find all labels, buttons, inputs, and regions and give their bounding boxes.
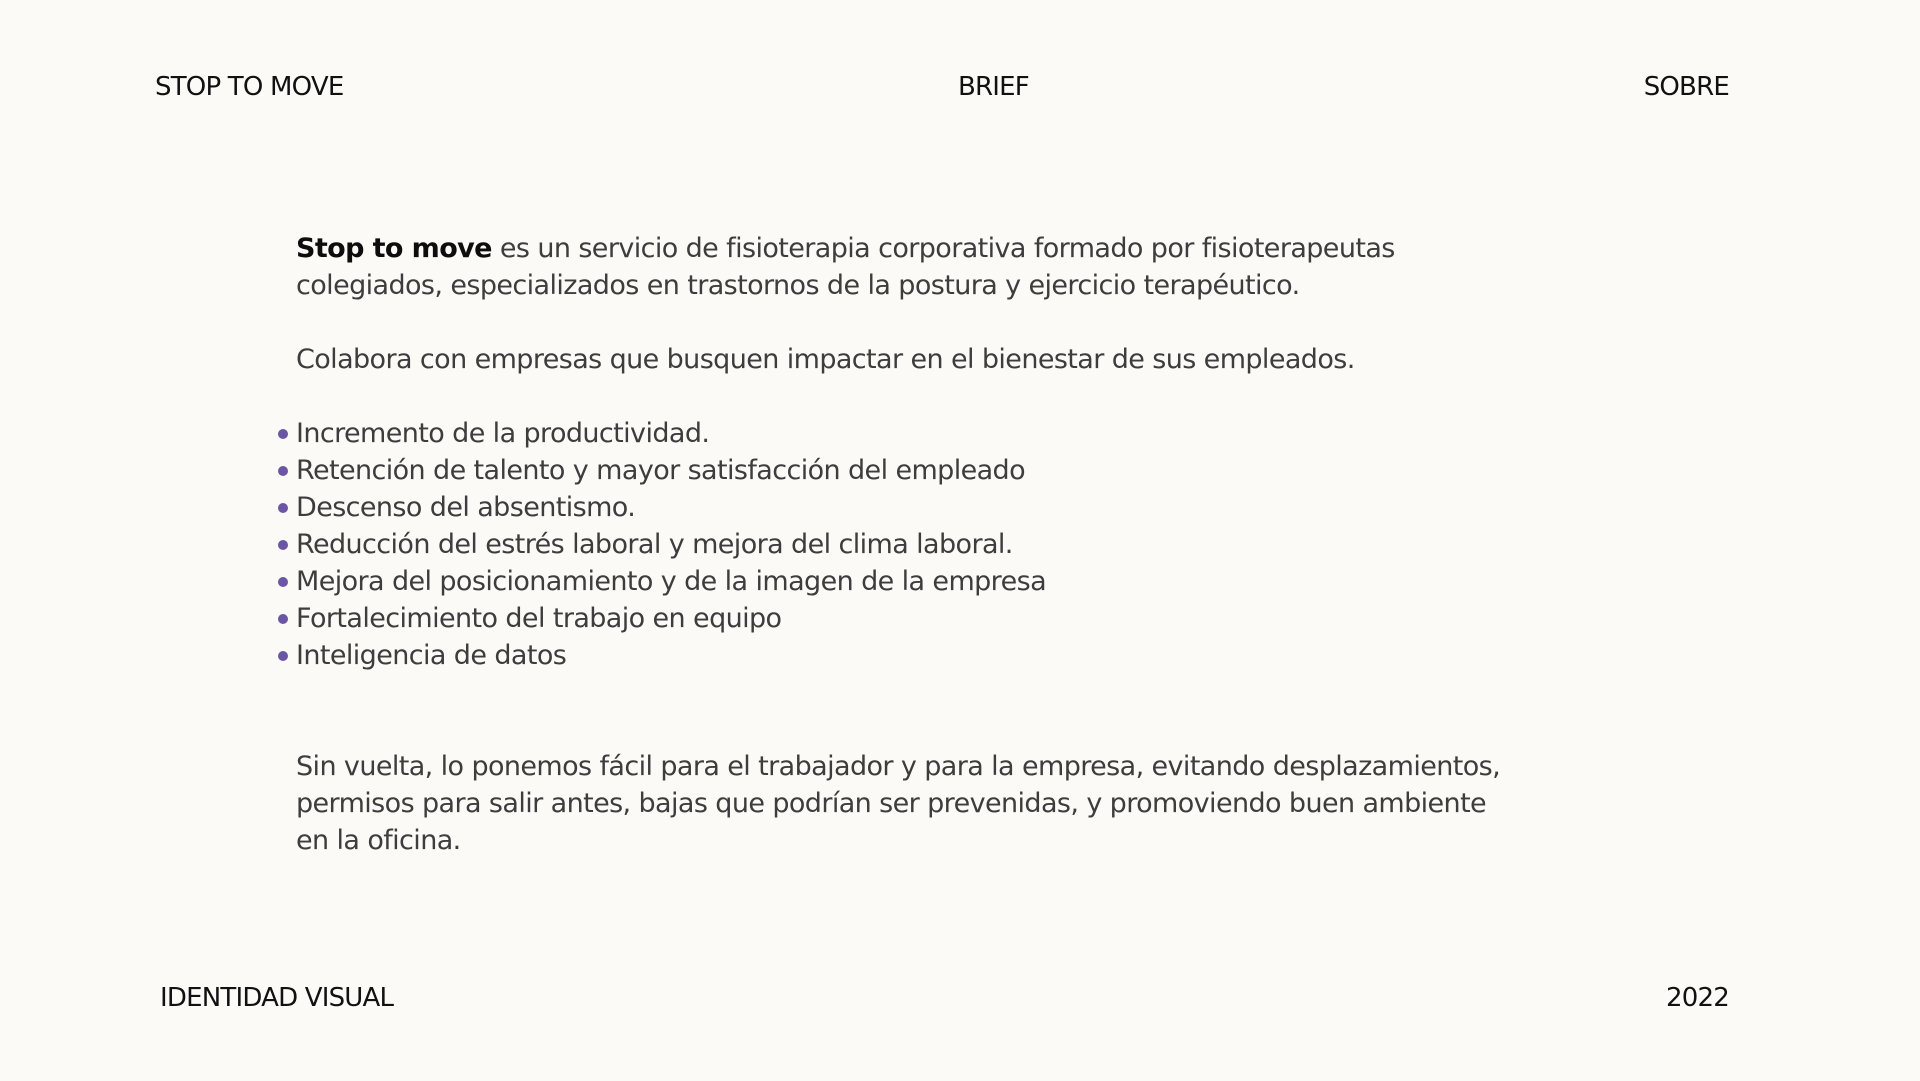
project-title: STOP TO MOVE (155, 72, 344, 102)
intro-text-line-2: colegiados, especializados en trastornos de la postura y ejercicio terapéutico. (296, 270, 1300, 301)
section-title: BRIEF (958, 72, 1029, 102)
list-item (296, 415, 1686, 452)
bullet-dot-icon (278, 614, 288, 624)
benefits-list (296, 415, 1686, 674)
closing-line-2: permisos para salir antes, bajas que podrían ser prevenidas, y promoviendo buen ambiente (296, 788, 1487, 819)
closing-line-3: en la oficina. (296, 825, 461, 856)
list-item (296, 452, 1686, 489)
benefit-text: Fortalecimiento del trabajo en equipo (296, 603, 782, 634)
bullet-dot-icon (278, 503, 288, 513)
footer-category: IDENTIDAD VISUAL (160, 983, 394, 1013)
bullet-dot-icon (278, 651, 288, 661)
brief-content (296, 230, 1686, 859)
intro-paragraph (296, 230, 1686, 304)
bullet-dot-icon (278, 429, 288, 439)
benefit-text: Descenso del absentismo. (296, 492, 636, 523)
list-item (296, 637, 1686, 674)
list-item (296, 489, 1686, 526)
collaboration-paragraph: Colabora con empresas que busquen impactar en el bienestar de sus empleados. (296, 344, 1355, 375)
closing-line-1: Sin vuelta, lo ponemos fácil para el trabajador y para la empresa, evitando desplazamientos, (296, 751, 1501, 782)
list-item (296, 563, 1686, 600)
footer-year: 2022 (1666, 983, 1729, 1013)
closing-paragraph (296, 748, 1686, 859)
intro-text-line-1: es un servicio de fisioterapia corporativa formado por fisioterapeutas (491, 233, 1395, 264)
bullet-dot-icon (278, 466, 288, 476)
list-item (296, 526, 1686, 563)
benefit-text: Retención de talento y mayor satisfacción del empleado (296, 455, 1026, 486)
bullet-dot-icon (278, 577, 288, 587)
section-label: SOBRE (1643, 72, 1729, 102)
benefit-text: Inteligencia de datos (296, 640, 567, 671)
list-item (296, 600, 1686, 637)
benefit-text: Incremento de la productividad. (296, 418, 710, 449)
benefit-text: Reducción del estrés laboral y mejora del clima laboral. (296, 529, 1013, 560)
brand-name: Stop to move (296, 233, 492, 264)
bullet-dot-icon (278, 540, 288, 550)
benefit-text: Mejora del posicionamiento y de la imagen de la empresa (296, 566, 1047, 597)
